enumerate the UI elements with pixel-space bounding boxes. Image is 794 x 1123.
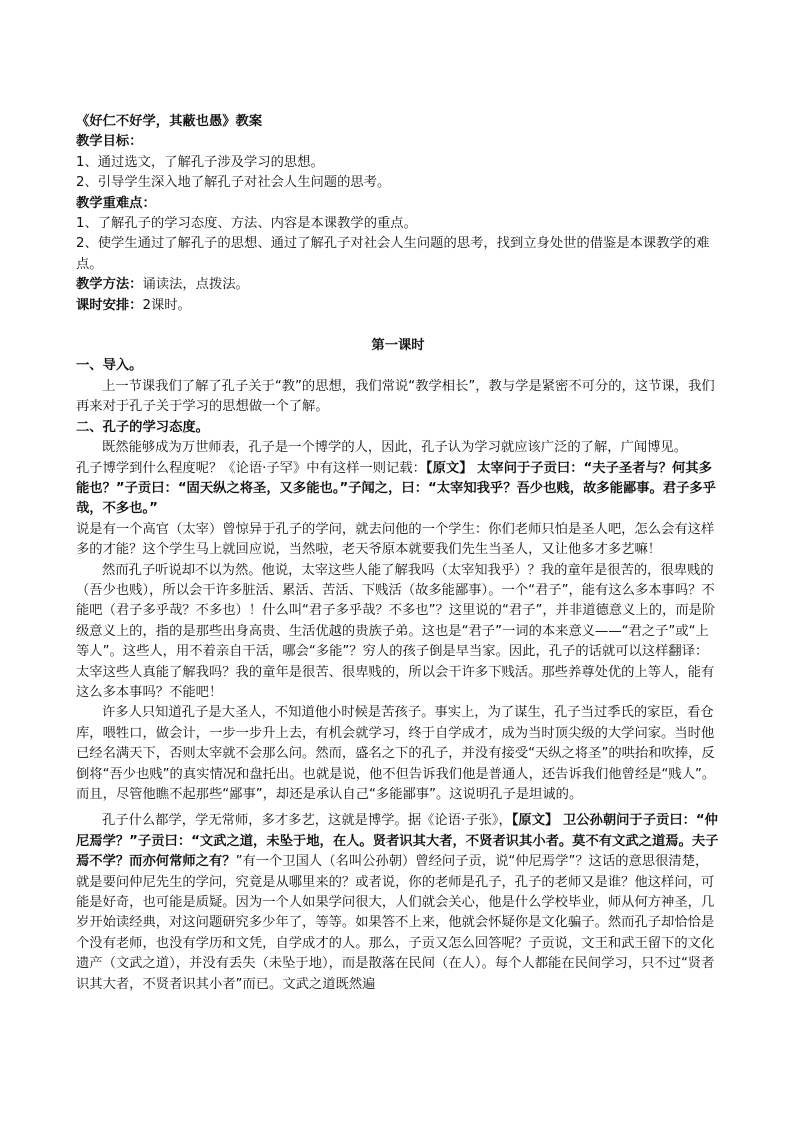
section-heading-attitude: 二、孔子的学习态度。: [76, 419, 209, 435]
method-label: 教学方法：: [76, 277, 143, 293]
objective-item: 2、引导学生深入地了解孔子对社会人生问题的思考。: [76, 175, 391, 191]
schedule-value: 2课时。: [142, 297, 191, 313]
paragraph-translation: 然而孔子听说却不以为然。他说，太宰这些人能了解我吗（太宰知我乎）？我的童年是很苦的，很卑贱的（吾少也贱），所以会干许多脏活、累活、苦活、下贱活（故多能鄙事）。一个“君子”，能有这么多本事吗？不能吧（君子多乎哉？不多也）！什么叫“君子多乎哉？不多也”？这里说的“君子”，并非道德意义上的，而是阶级意义上的，指的是那些出身高贵、生活优越的贵族子弟。这也是“君子”一词的本来意义——“君之子”或“上等人”。这些人，用不着亲自干活，哪会“多能”？穷人的孩子倒是早当家。因此，孔子的话就可以这样翻译：太宰这些人真能了解我吗？我的童年是很苦、很卑贱的，所以会干许多下贱活。那些养尊处优的上等人，能有这么多本事吗？不能吧！: [76, 562, 716, 700]
lesson-title: 第一课时: [371, 338, 425, 354]
document-title: 《好仁不好学，其蔽也愚》教案: [76, 114, 263, 129]
schedule-label: 课时安排：: [76, 297, 143, 313]
paragraph-explanation: 说是有一个高官（太宰）曾惊异于孔子的学问，就去问他的一个学生：你们老师只怕是圣人吧，怎么会有这样多的才能？这个学生马上就回应说，当然啦，老天爷原本就要我们先生当圣人，又让他多才多艺嘛！: [76, 521, 715, 558]
objectives-heading: 教学目标：: [76, 134, 143, 150]
zizhang-quote: 【原文】 卫公孙朝问于子贡曰：“仲尼焉学？”子贡曰：“文武之道，未坠于地，在人。贤者识其大者，不贤者识其小者。莫不有文武之道焉。夫子焉不学？而亦何常师之有？: [76, 813, 719, 870]
zihan-lead: 孔子博学到什么程度呢？《论语·子罕》中有这样一则记载：: [76, 460, 426, 476]
objective-item: 1、通过选文，了解孔子涉及学习的思想。: [76, 154, 324, 170]
paragraph-zihan: [76, 459, 720, 520]
paragraph-biography: 许多人只知道孔子是大圣人，不知道他小时候是苦孩子。事实上，为了谋生，孔子当过季氏的家臣，看仓库，喂牲口，做会计，一步一步升上去，有机会就学习，终于自学成才，成为当时顶尖级的大学问家。当时他已经名满天下，否则太宰就不会那么问。然而，盛名之下的孔子，并没有接受“天纵之将圣”的哄抬和吹捧，反倒将“吾少也贱”的真实情况和盘托出。也就是说，他不但告诉我们他是普通人，还告诉我们他曾经是“贱人”。而且，尽管他瞧不起那些“鄙事”，却还是承认自己“多能鄙事”。这说明孔子是坦诚的。: [76, 705, 716, 802]
method-value: 诵读法，点拨法。: [142, 277, 249, 293]
teaching-method: [76, 275, 720, 295]
difficulty-item: 1、了解孔子的学习态度、方法、内容是本课教学的重点。: [76, 216, 417, 232]
zihan-quote: 【原文】 太宰问于子贡曰：“夫子圣者与？何其多能也？”子贡曰：“固天纵之将圣，又多能也。”子闻之，曰：“太宰知我乎？吾少也贱，故多能鄙事。君子多乎哉，不多也。”: [76, 460, 716, 517]
zizhang-rest: ”有一个卫国人（名叫公孙朝）曾经问子贡，说“仲尼焉学”？这话的意思很清楚，就是要问仲尼先生的学问，究竟是从哪里来的？或者说，你的老师是孔子，孔子的老师又是谁？他这样问，可能是好奇，也可能是质疑。因为一个人如果学问很大，人们就会关心，他是什么学校毕业，师从何方神圣，几岁开始读经典，对这问题研究多少年了，等等。如果答不上来，他就会怀疑你是文化骗子。然而孔子却恰恰是个没有老师，也没有学历和文凭，自学成才的人。那么，子贡又怎么回答呢？子贡说，文王和武王留下的文化遗产（文武之道），并没有丢失（未坠于地），而是散落在民间（在人）。每个人都能在民间学习，只不过“贤者识其大者，不贤者识其小者”而已。文武之道既然遍: [76, 854, 715, 992]
paragraph-zizhang: [76, 811, 720, 995]
lesson-plan-page: [76, 112, 720, 995]
paragraph-erudite: 既然能够成为万世师表，孔子是一个博学的人，因此，孔子认为学习就应该广泛的了解，广闻博见。: [102, 440, 688, 456]
difficulty-item: 2、使学生通过了解孔子的思想、通过了解孔子对社会人生问题的思考，找到立身处世的借鉴是本课教学的难点。: [76, 236, 710, 272]
class-schedule: [76, 296, 720, 316]
zizhang-lead: 孔子什么都学，学无常师，多才多艺，这就是博学。据《论语·子张》，: [102, 813, 512, 829]
section-heading-intro: 一、导入。: [76, 358, 143, 374]
intro-paragraph: 上一节课我们了解了孔子关于“教”的思想，我们常说“教学相长”，教与学是紧密不可分的，这节课，我们再来对于孔子关于学习的思想做一个了解。: [76, 378, 715, 415]
difficulties-heading: 教学重难点：: [76, 195, 156, 211]
